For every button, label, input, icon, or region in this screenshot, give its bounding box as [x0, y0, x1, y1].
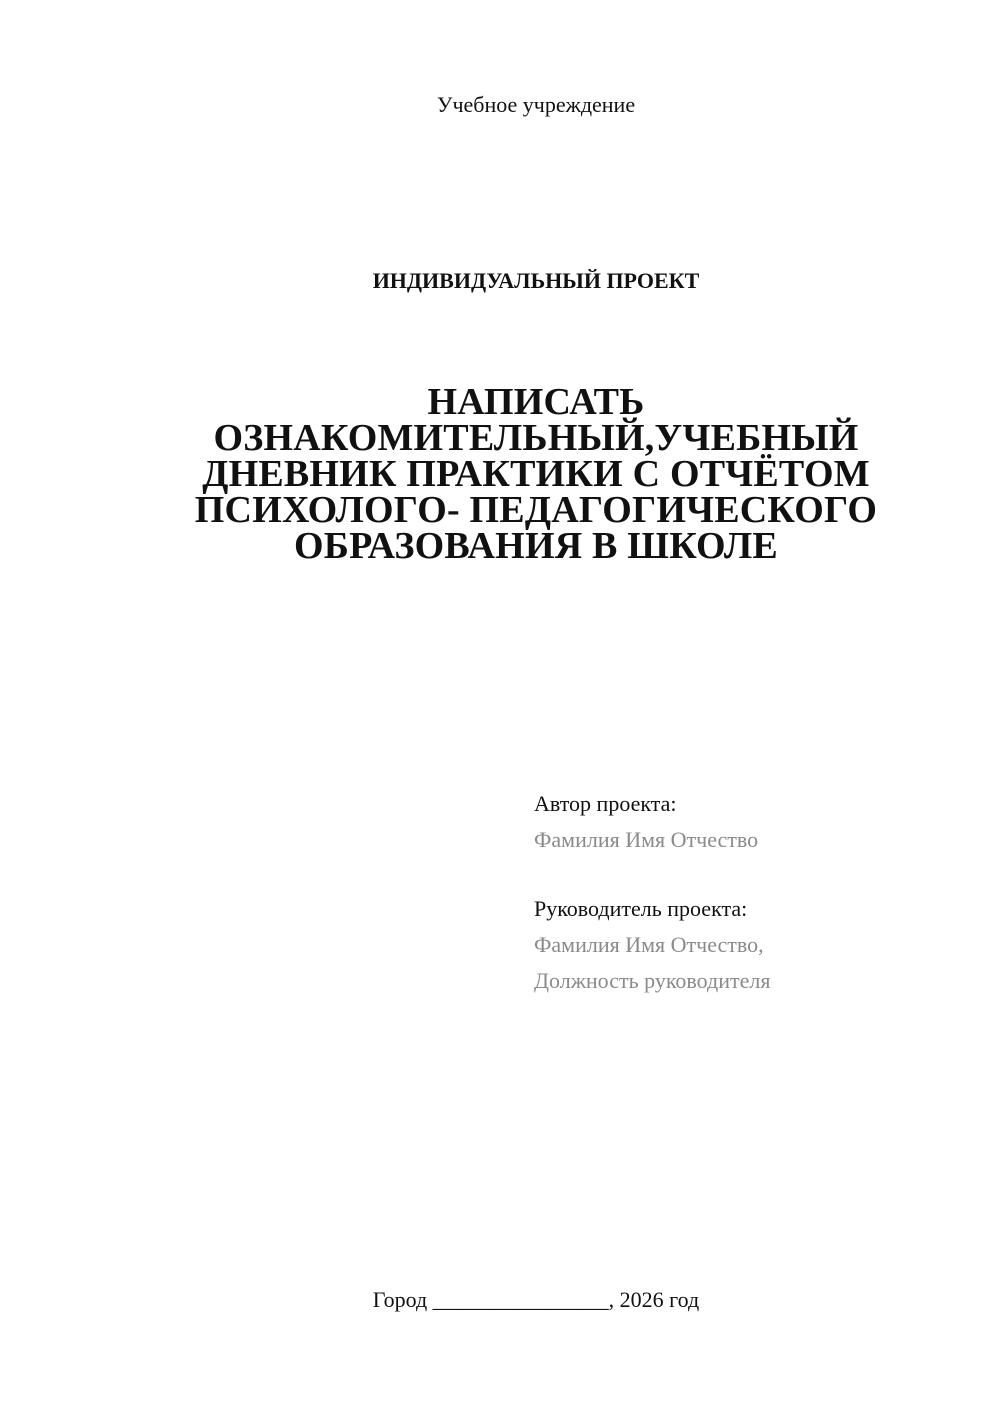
project-title-line: ОЗНАКОМИТЕЛЬНЫЙ,УЧЕБНЫЙ — [213, 417, 859, 459]
project-type-heading: ИНДИВИДУАЛЬНЫЙ ПРОЕКТ — [372, 268, 700, 293]
supervisor-block — [534, 891, 770, 999]
city-blank: ________________ — [432, 1287, 609, 1312]
city-year-line — [0, 1287, 1000, 1313]
supervisor-name-placeholder: Фамилия Имя Отчество, — [534, 932, 764, 957]
author-label: Автор проекта: — [534, 791, 677, 816]
author-block — [534, 786, 758, 858]
author-name-placeholder: Фамилия Имя Отчество — [534, 827, 759, 852]
project-title — [110, 381, 962, 567]
supervisor-label: Руководитель проекта: — [534, 896, 748, 921]
institution-name: Учебное учреждение — [436, 92, 636, 117]
project-title-line: ДНЕВНИК ПРАКТИКИ С ОТЧЁТОМ — [202, 453, 870, 495]
city-label: Город — [372, 1287, 428, 1312]
year-text: , 2026 год — [608, 1287, 700, 1312]
project-title-line: ОБРАЗОВАНИЯ В ШКОЛЕ — [294, 525, 778, 567]
supervisor-position-placeholder: Должность руководителя — [534, 968, 771, 993]
project-title-line: ПСИХОЛОГО- ПЕДАГОГИЧЕСКОГО — [194, 489, 878, 531]
project-title-line: НАПИСАТЬ — [427, 381, 645, 423]
